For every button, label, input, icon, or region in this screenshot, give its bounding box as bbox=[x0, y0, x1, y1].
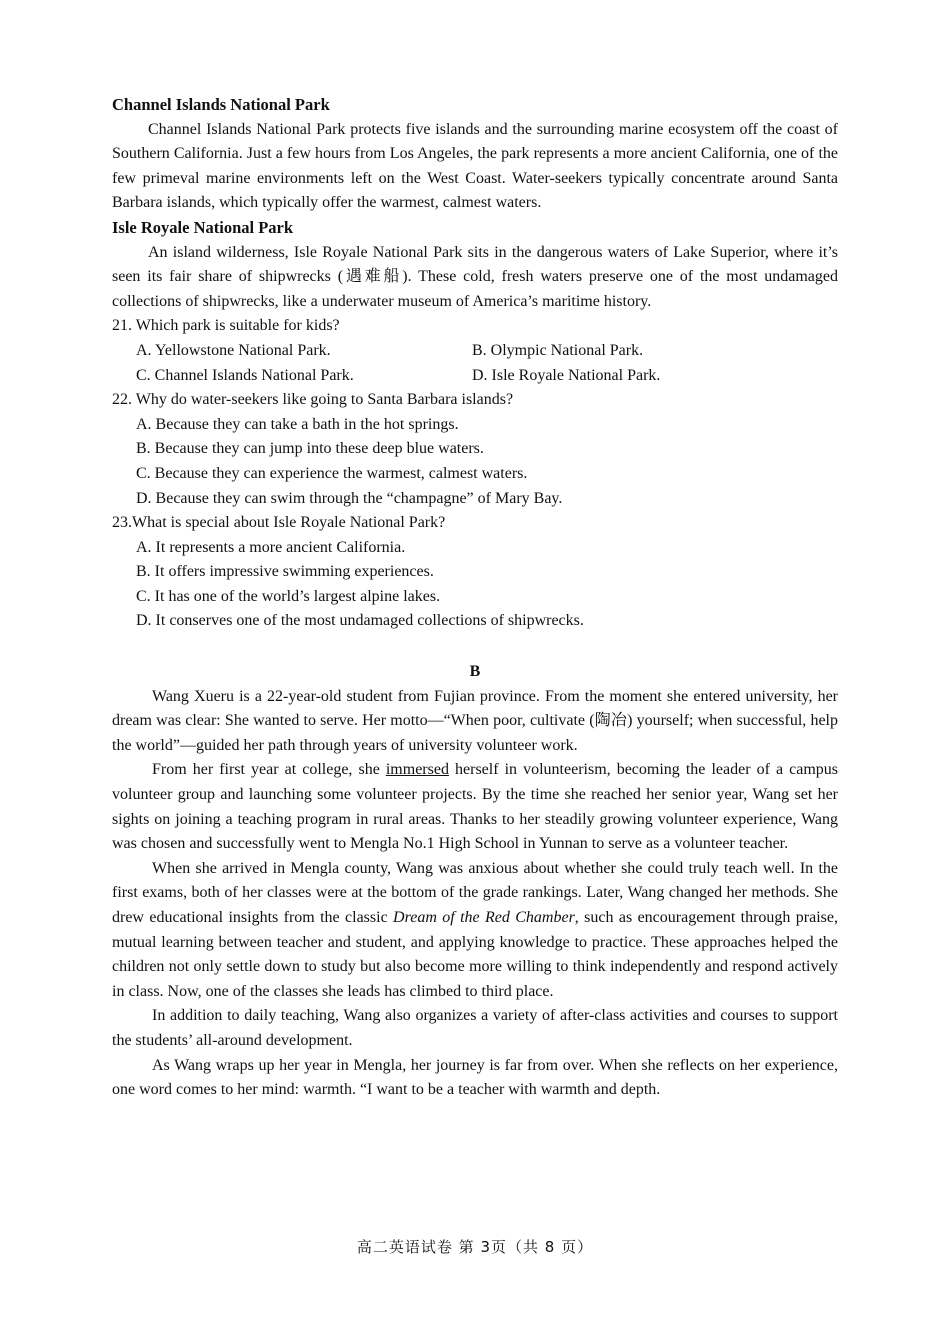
paragraph-text: , such as encouragement through praise, mutual learning between teacher and student, and applying knowledge to practice. These approaches helped the children not only settle down to study but also become more willing to think independently and respond actively in class. Now, one of the classes she leads has climbed to third place. bbox=[112, 909, 839, 1000]
paragraph-text: From her first year at college, she bbox=[152, 761, 386, 779]
option-d: D. Because they can swim through the “champagne” of Mary Bay. bbox=[136, 489, 563, 507]
question-stem: 21. Which park is suitable for kids? bbox=[112, 317, 340, 335]
question-stem: 23.What is special about Isle Royale National Park? bbox=[112, 514, 446, 532]
option-d: D. Isle Royale National Park. bbox=[472, 366, 661, 384]
book-title: Dream of the Red Chamber bbox=[393, 909, 575, 926]
options-grid bbox=[136, 339, 838, 388]
passage-b-paragraph-4: In addition to daily teaching, Wang also organizes a variety of after-class activities and courses to support the students’ all-around development. bbox=[112, 1007, 838, 1049]
question-stem: 22. Why do water-seekers like going to Santa Barbara islands? bbox=[112, 391, 514, 409]
option-a: A. Yellowstone National Park. bbox=[136, 341, 331, 359]
option-a: A. It represents a more ancient California. bbox=[136, 538, 406, 556]
passage-b-paragraph-2 bbox=[112, 758, 838, 856]
page-footer: 高二英语试卷 第 3页（共 8 页） bbox=[356, 1238, 594, 1256]
exam-page-content bbox=[112, 93, 838, 1103]
paragraph-text: When she arrived in Mengla county, Wang was anxious about whether she could truly teach well. In the first exams, both of her classes were at the bottom of the grade rankings. Later, Wang changed her methods. She drew educational insights from the classic bbox=[112, 859, 838, 926]
passage-b-paragraph-5: As Wang wraps up her year in Mengla, her journey is far from over. When she reflects on her experience, one word comes to her mind: warmth. “I want to be a teacher with warmth and depth. bbox=[112, 1056, 838, 1099]
option-c: C. Because they can experience the warmest, calmest waters. bbox=[136, 464, 528, 482]
option-c: C. Channel Islands National Park. bbox=[136, 366, 354, 384]
isle-royale-heading: Isle Royale National Park bbox=[112, 217, 294, 237]
option-a: A. Because they can take a bath in the hot springs. bbox=[136, 415, 459, 433]
option-b: B. Olympic National Park. bbox=[472, 341, 644, 359]
option-b: B. Because they can jump into these deep blue waters. bbox=[136, 440, 484, 458]
option-d: D. It conserves one of the most undamaged collections of shipwrecks. bbox=[136, 612, 584, 630]
option-c: C. It has one of the world’s largest alpine lakes. bbox=[136, 587, 441, 605]
option-b: B. It offers impressive swimming experiences. bbox=[136, 563, 434, 581]
underlined-word: immersed bbox=[385, 761, 449, 779]
question-21 bbox=[112, 314, 838, 388]
paragraph-text: herself in volunteerism, becoming the leader of a campus volunteer group and launching some volunteer projects. By the time she reached her senior year, Wang set her sights on joining a teaching program in rural areas. Thanks to her steadily growing volunteer experience, Wang was chosen and successfully went to Mengla No.1 High School in Yunnan to serve as a volunteer teacher. bbox=[112, 761, 838, 853]
section-b-label: B bbox=[469, 663, 481, 681]
passage-b-paragraph-1: Wang Xueru is a 22-year-old student from Fujian province. From the moment she entered university, her dream was clear: She wanted to serve. Her motto—“When poor, cultivate (陶冶) yourself; when successful, help the world”—guided her path through years of university volunteer work. bbox=[112, 687, 838, 754]
channel-islands-paragraph: Channel Islands National Park protects five islands and the surrounding marine ecosystem off the coast of Southern California. Just a few hours from Los Angeles, the park represents a more ancient California, one of the few primeval marine environments left on the West Coast. Water-seekers typically concentrate around Santa Barbara islands, which typically offer the warmest, calmest waters. bbox=[112, 120, 838, 212]
question-23 bbox=[112, 511, 838, 634]
isle-royale-paragraph: An island wilderness, Isle Royale National Park sits in the dangerous waters of Lake Superior, where it’s seen its fair share of shipwrecks (遇难船). These cold, fresh waters preserve one of the most undamaged collections of shipwrecks, like a underwater museum of America’s maritime history. bbox=[112, 243, 838, 310]
passage-b-paragraph-3 bbox=[112, 857, 838, 1005]
channel-islands-heading: Channel Islands National Park bbox=[112, 95, 330, 114]
question-22 bbox=[112, 388, 838, 511]
